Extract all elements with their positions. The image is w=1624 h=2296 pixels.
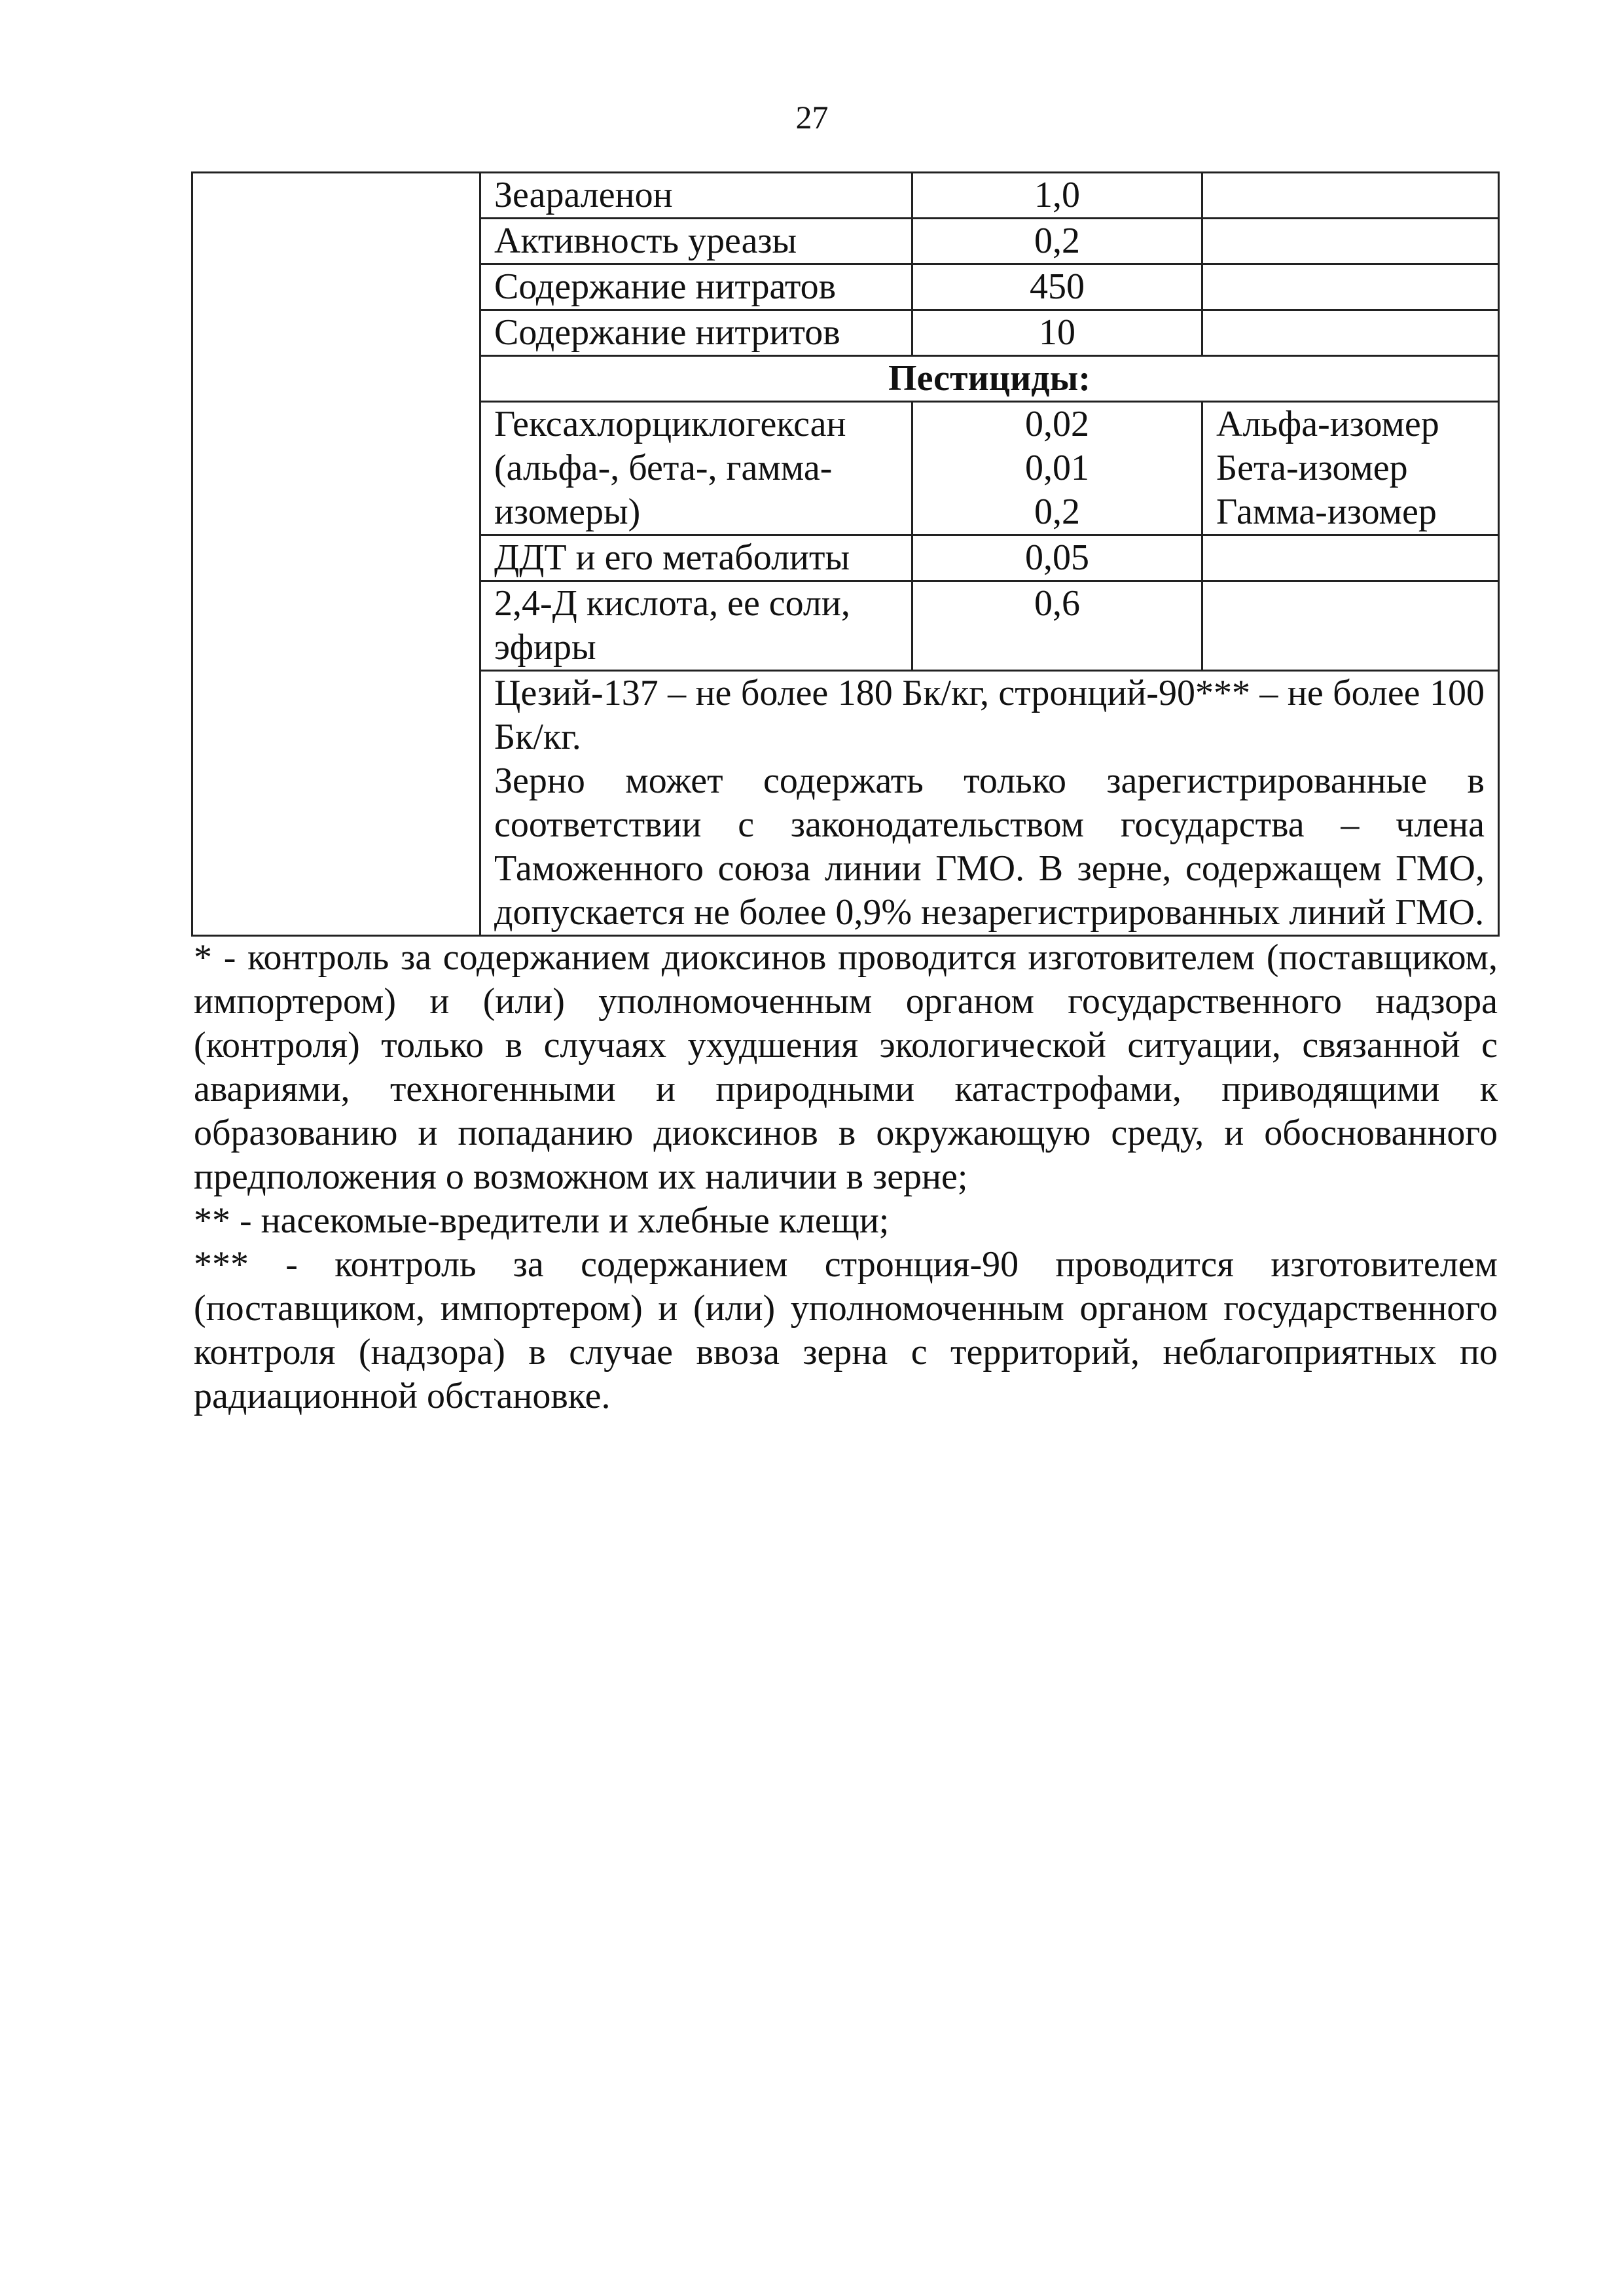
- indicator-name: ДДТ и его метаболиты: [480, 535, 912, 581]
- isomer-value: 0,02: [1025, 404, 1089, 444]
- isomer-note: Альфа-изомер: [1216, 404, 1439, 444]
- indicator-note: [1202, 219, 1499, 264]
- table-footer: [480, 671, 1499, 936]
- radionuclides-text: Цезий-137 – не более 180 Бк/кг, стронций-90*** – не более 100 Бк/кг.: [494, 673, 1485, 757]
- indicator-value: 10: [912, 310, 1202, 356]
- indicator-note: [1202, 264, 1499, 310]
- isomer-value: 0,2: [1034, 492, 1080, 532]
- isomer-value: 0,01: [1025, 448, 1089, 488]
- indicator-note: [1202, 535, 1499, 581]
- indicator-note: [1202, 173, 1499, 219]
- indicator-name: Гексахлорциклогексан (альфа-, бета-, гамма-изомеры): [480, 402, 912, 535]
- page-number: 27: [795, 99, 829, 135]
- indicator-name: 2,4-Д кислота, ее соли, эфиры: [480, 581, 912, 671]
- indicator-value: 0,2: [912, 219, 1202, 264]
- indicator-value: 0,6: [912, 581, 1202, 671]
- indicator-name: Активность уреазы: [480, 219, 912, 264]
- isomer-note: Гамма-изомер: [1216, 492, 1437, 532]
- footnote-1: * - контроль за содержанием диоксинов проводится изготовителем (поставщиком, импортером) и (или) уполномоченным органом государственного надзора (контроля) только в случаях ухудшения экологической ситуации, связанной с авариями, техногенными и природными катастрофами, приводящими к образованию и попаданию диоксинов в окружающую среду, и обоснованного предположения о возможном их наличии в зерне;: [194, 937, 1498, 1197]
- indicator-name: Содержание нитратов: [480, 264, 912, 310]
- indicator-value: 0,05: [912, 535, 1202, 581]
- indicator-note: [1202, 581, 1499, 671]
- indicator-value: 450: [912, 264, 1202, 310]
- requirements-table: [191, 171, 1500, 937]
- indicator-name: Содержание нитритов: [480, 310, 912, 356]
- indicator-values: [912, 402, 1202, 535]
- indicator-note: [1202, 310, 1499, 356]
- indicator-name: Зеараленон: [480, 173, 912, 219]
- isomer-note: Бета-изомер: [1216, 448, 1408, 488]
- footnotes: [194, 936, 1498, 1418]
- footnote-2: ** - насекомые-вредители и хлебные клещи;: [194, 1200, 890, 1241]
- empty-category-cell: [192, 173, 480, 936]
- indicator-value: 1,0: [912, 173, 1202, 219]
- indicator-notes: [1202, 402, 1499, 535]
- gmo-text: Зерно может содержать только зарегистрированные в соответствии с законодательством государства – члена Таможенного союза линии ГМО. В зерне, содержащем ГМО, допускается не более 0,9% незарегистрированных линий ГМО.: [494, 761, 1485, 933]
- table-row: [192, 173, 1499, 219]
- pesticides-header: Пестициды:: [480, 356, 1499, 402]
- footnote-3: *** - контроль за содержанием стронция-90 проводится изготовителем (поставщиком, импортером) и (или) уполномоченным органом государственного контроля (надзора) в случае ввоза зерна с территорий, неблагоприятных по радиационной обстановке.: [194, 1244, 1498, 1416]
